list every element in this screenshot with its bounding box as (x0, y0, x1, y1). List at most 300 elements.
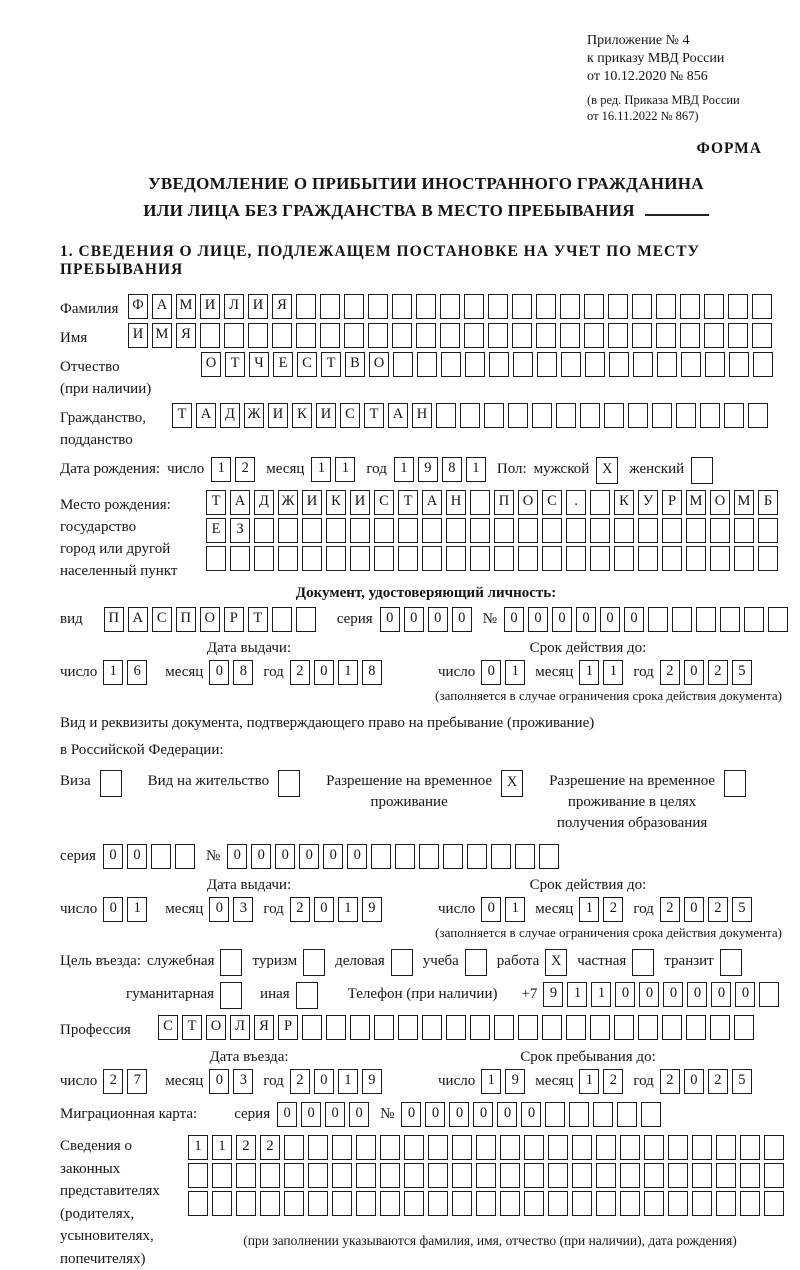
checkbox[interactable] (465, 949, 487, 976)
char-box[interactable] (536, 294, 556, 319)
char-box[interactable] (740, 1163, 760, 1188)
char-box[interactable]: О (200, 607, 220, 632)
char-box[interactable] (332, 1191, 352, 1216)
char-box[interactable] (356, 1191, 376, 1216)
char-box[interactable] (560, 323, 580, 348)
char-box[interactable] (460, 403, 480, 428)
char-box[interactable] (500, 1135, 520, 1160)
char-box[interactable]: Р (278, 1015, 298, 1040)
char-box[interactable] (398, 518, 418, 543)
char-box[interactable] (572, 1163, 592, 1188)
char-box[interactable] (398, 1015, 418, 1040)
char-box[interactable] (452, 1163, 472, 1188)
char-box[interactable] (417, 352, 437, 377)
char-box[interactable] (350, 1015, 370, 1040)
char-box[interactable]: 0 (301, 1102, 321, 1127)
char-box[interactable]: 0 (314, 660, 334, 685)
char-box[interactable]: М (734, 490, 754, 515)
char-box[interactable] (584, 323, 604, 348)
char-box[interactable] (604, 403, 624, 428)
char-box[interactable]: 3 (233, 897, 253, 922)
char-box[interactable] (518, 546, 538, 571)
char-box[interactable]: 2 (660, 660, 680, 685)
char-box[interactable]: 1 (579, 1069, 599, 1094)
char-box[interactable] (608, 294, 628, 319)
char-box[interactable]: И (268, 403, 288, 428)
char-box[interactable] (500, 1191, 520, 1216)
char-box[interactable]: 0 (528, 607, 548, 632)
char-box[interactable]: 1 (466, 457, 486, 482)
char-box[interactable] (716, 1135, 736, 1160)
char-box[interactable]: 0 (380, 607, 400, 632)
char-box[interactable]: 1 (603, 660, 623, 685)
char-box[interactable] (512, 294, 532, 319)
char-box[interactable] (614, 546, 634, 571)
char-box[interactable] (488, 323, 508, 348)
char-box[interactable] (692, 1163, 712, 1188)
char-box[interactable]: Ж (278, 490, 298, 515)
char-box[interactable]: С (152, 607, 172, 632)
char-box[interactable] (446, 1015, 466, 1040)
checkbox[interactable] (220, 982, 242, 1009)
char-box[interactable]: 0 (314, 1069, 334, 1094)
char-box[interactable] (676, 403, 696, 428)
char-box[interactable]: З (230, 518, 250, 543)
char-box[interactable] (566, 518, 586, 543)
char-box[interactable] (596, 1135, 616, 1160)
char-box[interactable]: О (201, 352, 221, 377)
char-box[interactable] (744, 607, 764, 632)
char-box[interactable] (278, 518, 298, 543)
char-box[interactable]: И (316, 403, 336, 428)
char-box[interactable]: Е (273, 352, 293, 377)
char-box[interactable]: 8 (233, 660, 253, 685)
char-box[interactable]: Я (254, 1015, 274, 1040)
char-box[interactable] (752, 323, 772, 348)
char-box[interactable] (254, 518, 274, 543)
char-box[interactable] (302, 546, 322, 571)
char-box[interactable]: С (158, 1015, 178, 1040)
char-box[interactable] (452, 1191, 472, 1216)
char-box[interactable]: 5 (732, 660, 752, 685)
char-box[interactable] (548, 1135, 568, 1160)
char-box[interactable] (748, 403, 768, 428)
char-box[interactable] (374, 546, 394, 571)
char-box[interactable] (188, 1191, 208, 1216)
char-box[interactable]: 9 (418, 457, 438, 482)
char-box[interactable] (537, 352, 557, 377)
char-box[interactable] (729, 352, 749, 377)
char-box[interactable] (740, 1135, 760, 1160)
char-box[interactable]: Ч (249, 352, 269, 377)
char-box[interactable]: 1 (211, 457, 231, 482)
char-box[interactable] (696, 607, 716, 632)
char-box[interactable] (648, 607, 668, 632)
char-box[interactable] (395, 844, 415, 869)
char-box[interactable] (692, 1135, 712, 1160)
char-box[interactable]: 9 (505, 1069, 525, 1094)
char-box[interactable]: И (248, 294, 268, 319)
char-box[interactable]: Т (364, 403, 384, 428)
char-box[interactable]: 2 (103, 1069, 123, 1094)
char-box[interactable] (753, 352, 773, 377)
char-box[interactable]: 0 (347, 844, 367, 869)
char-box[interactable] (644, 1191, 664, 1216)
char-box[interactable] (212, 1163, 232, 1188)
char-box[interactable] (419, 844, 439, 869)
char-box[interactable]: П (104, 607, 124, 632)
char-box[interactable] (464, 294, 484, 319)
char-box[interactable]: И (128, 323, 148, 348)
char-box[interactable] (734, 1015, 754, 1040)
char-box[interactable]: 2 (660, 897, 680, 922)
char-box[interactable] (494, 1015, 514, 1040)
char-box[interactable] (308, 1191, 328, 1216)
char-box[interactable] (236, 1163, 256, 1188)
char-box[interactable]: Т (182, 1015, 202, 1040)
char-box[interactable]: О (710, 490, 730, 515)
char-box[interactable]: К (326, 490, 346, 515)
char-box[interactable] (668, 1135, 688, 1160)
char-box[interactable] (224, 323, 244, 348)
char-box[interactable] (672, 607, 692, 632)
char-box[interactable]: Д (220, 403, 240, 428)
char-box[interactable]: 2 (290, 897, 310, 922)
char-box[interactable]: 0 (504, 607, 524, 632)
char-box[interactable]: . (566, 490, 586, 515)
char-box[interactable] (662, 546, 682, 571)
char-box[interactable]: 5 (732, 1069, 752, 1094)
char-box[interactable]: Т (321, 352, 341, 377)
char-box[interactable]: 5 (732, 897, 752, 922)
char-box[interactable] (542, 518, 562, 543)
char-box[interactable]: Ж (244, 403, 264, 428)
char-box[interactable] (764, 1163, 784, 1188)
char-box[interactable] (175, 844, 195, 869)
char-box[interactable] (704, 294, 724, 319)
char-box[interactable]: Е (206, 518, 226, 543)
char-box[interactable]: 1 (579, 660, 599, 685)
char-box[interactable]: Т (225, 352, 245, 377)
char-box[interactable] (515, 844, 535, 869)
char-box[interactable]: И (200, 294, 220, 319)
char-box[interactable] (628, 403, 648, 428)
char-box[interactable] (443, 844, 463, 869)
char-box[interactable] (422, 1015, 442, 1040)
char-box[interactable]: 8 (362, 660, 382, 685)
char-box[interactable] (545, 1102, 565, 1127)
char-box[interactable] (452, 1135, 472, 1160)
char-box[interactable]: 0 (481, 897, 501, 922)
char-box[interactable] (633, 352, 653, 377)
char-box[interactable]: И (302, 490, 322, 515)
char-box[interactable] (368, 323, 388, 348)
char-box[interactable] (759, 982, 779, 1007)
char-box[interactable] (566, 1015, 586, 1040)
char-box[interactable]: 2 (603, 897, 623, 922)
checkbox[interactable] (278, 770, 300, 797)
char-box[interactable]: 0 (349, 1102, 369, 1127)
char-box[interactable]: А (196, 403, 216, 428)
char-box[interactable] (644, 1163, 664, 1188)
char-box[interactable] (758, 518, 778, 543)
char-box[interactable]: Л (230, 1015, 250, 1040)
char-box[interactable] (236, 1191, 256, 1216)
char-box[interactable] (614, 1015, 634, 1040)
char-box[interactable] (614, 518, 634, 543)
char-box[interactable]: 0 (251, 844, 271, 869)
char-box[interactable] (380, 1135, 400, 1160)
char-box[interactable] (188, 1163, 208, 1188)
char-box[interactable] (556, 403, 576, 428)
char-box[interactable] (536, 323, 556, 348)
char-box[interactable]: 0 (209, 897, 229, 922)
char-box[interactable]: 2 (290, 1069, 310, 1094)
char-box[interactable] (700, 403, 720, 428)
char-box[interactable]: 0 (404, 607, 424, 632)
char-box[interactable]: М (686, 490, 706, 515)
char-box[interactable] (440, 294, 460, 319)
char-box[interactable] (590, 546, 610, 571)
char-box[interactable]: 1 (567, 982, 587, 1007)
char-box[interactable]: 0 (227, 844, 247, 869)
char-box[interactable] (584, 294, 604, 319)
char-box[interactable] (572, 1191, 592, 1216)
char-box[interactable] (644, 1135, 664, 1160)
char-box[interactable] (662, 518, 682, 543)
char-box[interactable] (404, 1163, 424, 1188)
char-box[interactable]: 1 (127, 897, 147, 922)
char-box[interactable]: 0 (449, 1102, 469, 1127)
char-box[interactable] (326, 1015, 346, 1040)
char-box[interactable] (296, 607, 316, 632)
char-box[interactable]: 0 (576, 607, 596, 632)
char-box[interactable] (428, 1135, 448, 1160)
char-box[interactable] (704, 323, 724, 348)
char-box[interactable] (393, 352, 413, 377)
char-box[interactable]: 0 (663, 982, 683, 1007)
char-box[interactable]: В (345, 352, 365, 377)
char-box[interactable]: 2 (260, 1135, 280, 1160)
char-box[interactable] (657, 352, 677, 377)
char-box[interactable] (513, 352, 533, 377)
char-box[interactable]: Н (446, 490, 466, 515)
char-box[interactable]: 1 (335, 457, 355, 482)
char-box[interactable]: Н (412, 403, 432, 428)
char-box[interactable] (681, 352, 701, 377)
char-box[interactable] (593, 1102, 613, 1127)
char-box[interactable] (308, 1135, 328, 1160)
char-box[interactable] (524, 1135, 544, 1160)
char-box[interactable] (350, 518, 370, 543)
char-box[interactable] (476, 1191, 496, 1216)
char-box[interactable]: А (230, 490, 250, 515)
char-box[interactable] (356, 1135, 376, 1160)
char-box[interactable] (302, 1015, 322, 1040)
char-box[interactable]: 2 (708, 660, 728, 685)
char-box[interactable] (680, 323, 700, 348)
char-box[interactable]: 0 (277, 1102, 297, 1127)
char-box[interactable] (260, 1163, 280, 1188)
char-box[interactable] (656, 323, 676, 348)
char-box[interactable] (608, 323, 628, 348)
char-box[interactable]: 7 (127, 1069, 147, 1094)
char-box[interactable] (206, 546, 226, 571)
char-box[interactable] (720, 607, 740, 632)
char-box[interactable]: О (518, 490, 538, 515)
char-box[interactable]: Я (176, 323, 196, 348)
char-box[interactable] (296, 323, 316, 348)
char-box[interactable]: 9 (543, 982, 563, 1007)
char-box[interactable]: 1 (505, 897, 525, 922)
char-box[interactable]: О (206, 1015, 226, 1040)
char-box[interactable]: 0 (275, 844, 295, 869)
char-box[interactable]: 2 (236, 1135, 256, 1160)
char-box[interactable] (284, 1135, 304, 1160)
char-box[interactable] (467, 844, 487, 869)
char-box[interactable] (728, 323, 748, 348)
char-box[interactable] (470, 490, 490, 515)
char-box[interactable]: 0 (209, 660, 229, 685)
char-box[interactable] (566, 546, 586, 571)
char-box[interactable] (332, 1135, 352, 1160)
char-box[interactable] (580, 403, 600, 428)
char-box[interactable]: 0 (684, 660, 704, 685)
char-box[interactable] (686, 518, 706, 543)
char-box[interactable]: 1 (481, 1069, 501, 1094)
char-box[interactable] (532, 403, 552, 428)
char-box[interactable]: 0 (209, 1069, 229, 1094)
checkbox[interactable] (303, 949, 325, 976)
char-box[interactable] (539, 844, 559, 869)
char-box[interactable] (484, 403, 504, 428)
char-box[interactable] (590, 490, 610, 515)
char-box[interactable] (398, 546, 418, 571)
char-box[interactable] (524, 1191, 544, 1216)
char-box[interactable]: А (152, 294, 172, 319)
char-box[interactable]: 0 (314, 897, 334, 922)
checkbox[interactable]: X (501, 770, 523, 797)
checkbox[interactable]: X (596, 457, 618, 484)
char-box[interactable] (380, 1191, 400, 1216)
char-box[interactable] (585, 352, 605, 377)
char-box[interactable]: 0 (127, 844, 147, 869)
char-box[interactable]: 1 (212, 1135, 232, 1160)
char-box[interactable] (494, 518, 514, 543)
char-box[interactable] (512, 323, 532, 348)
char-box[interactable] (620, 1191, 640, 1216)
char-box[interactable] (284, 1191, 304, 1216)
char-box[interactable]: С (542, 490, 562, 515)
char-box[interactable]: 0 (687, 982, 707, 1007)
char-box[interactable] (200, 323, 220, 348)
char-box[interactable] (212, 1191, 232, 1216)
char-box[interactable] (151, 844, 171, 869)
char-box[interactable]: Л (224, 294, 244, 319)
char-box[interactable]: 1 (338, 1069, 358, 1094)
char-box[interactable]: 1 (311, 457, 331, 482)
char-box[interactable]: А (388, 403, 408, 428)
char-box[interactable]: 0 (428, 607, 448, 632)
char-box[interactable] (332, 1163, 352, 1188)
char-box[interactable] (476, 1135, 496, 1160)
char-box[interactable]: И (350, 490, 370, 515)
char-box[interactable] (758, 546, 778, 571)
char-box[interactable]: 1 (338, 660, 358, 685)
char-box[interactable] (542, 546, 562, 571)
char-box[interactable] (436, 403, 456, 428)
char-box[interactable]: 0 (497, 1102, 517, 1127)
char-box[interactable]: 2 (660, 1069, 680, 1094)
char-box[interactable] (716, 1163, 736, 1188)
char-box[interactable] (422, 546, 442, 571)
char-box[interactable]: У (638, 490, 658, 515)
char-box[interactable] (404, 1135, 424, 1160)
char-box[interactable] (609, 352, 629, 377)
checkbox[interactable] (724, 770, 746, 797)
char-box[interactable] (561, 352, 581, 377)
char-box[interactable]: Р (662, 490, 682, 515)
char-box[interactable]: 0 (323, 844, 343, 869)
char-box[interactable] (320, 294, 340, 319)
checkbox[interactable] (632, 949, 654, 976)
char-box[interactable] (508, 403, 528, 428)
checkbox[interactable] (691, 457, 713, 484)
char-box[interactable] (248, 323, 268, 348)
char-box[interactable]: 0 (103, 897, 123, 922)
char-box[interactable]: 0 (624, 607, 644, 632)
char-box[interactable]: Я (272, 294, 292, 319)
char-box[interactable]: 1 (579, 897, 599, 922)
char-box[interactable] (494, 546, 514, 571)
char-box[interactable] (656, 294, 676, 319)
char-box[interactable] (368, 294, 388, 319)
char-box[interactable] (638, 518, 658, 543)
char-box[interactable] (470, 1015, 490, 1040)
char-box[interactable]: 2 (290, 660, 310, 685)
char-box[interactable] (392, 323, 412, 348)
char-box[interactable]: С (374, 490, 394, 515)
char-box[interactable] (465, 352, 485, 377)
char-box[interactable]: Б (758, 490, 778, 515)
char-box[interactable] (740, 1191, 760, 1216)
char-box[interactable]: 3 (233, 1069, 253, 1094)
char-box[interactable] (374, 1015, 394, 1040)
char-box[interactable] (488, 294, 508, 319)
char-box[interactable] (500, 1163, 520, 1188)
char-box[interactable]: 9 (362, 897, 382, 922)
char-box[interactable]: 0 (401, 1102, 421, 1127)
char-box[interactable] (734, 546, 754, 571)
char-box[interactable]: Т (172, 403, 192, 428)
char-box[interactable]: 2 (708, 1069, 728, 1094)
char-box[interactable] (548, 1191, 568, 1216)
char-box[interactable]: 2 (235, 457, 255, 482)
char-box[interactable] (464, 323, 484, 348)
checkbox[interactable]: X (545, 949, 567, 976)
char-box[interactable] (446, 518, 466, 543)
char-box[interactable] (416, 294, 436, 319)
char-box[interactable] (428, 1163, 448, 1188)
char-box[interactable]: Т (248, 607, 268, 632)
char-box[interactable]: О (369, 352, 389, 377)
checkbox[interactable] (720, 949, 742, 976)
char-box[interactable] (296, 294, 316, 319)
char-box[interactable] (686, 1015, 706, 1040)
char-box[interactable] (470, 546, 490, 571)
char-box[interactable] (374, 518, 394, 543)
char-box[interactable]: 0 (684, 1069, 704, 1094)
